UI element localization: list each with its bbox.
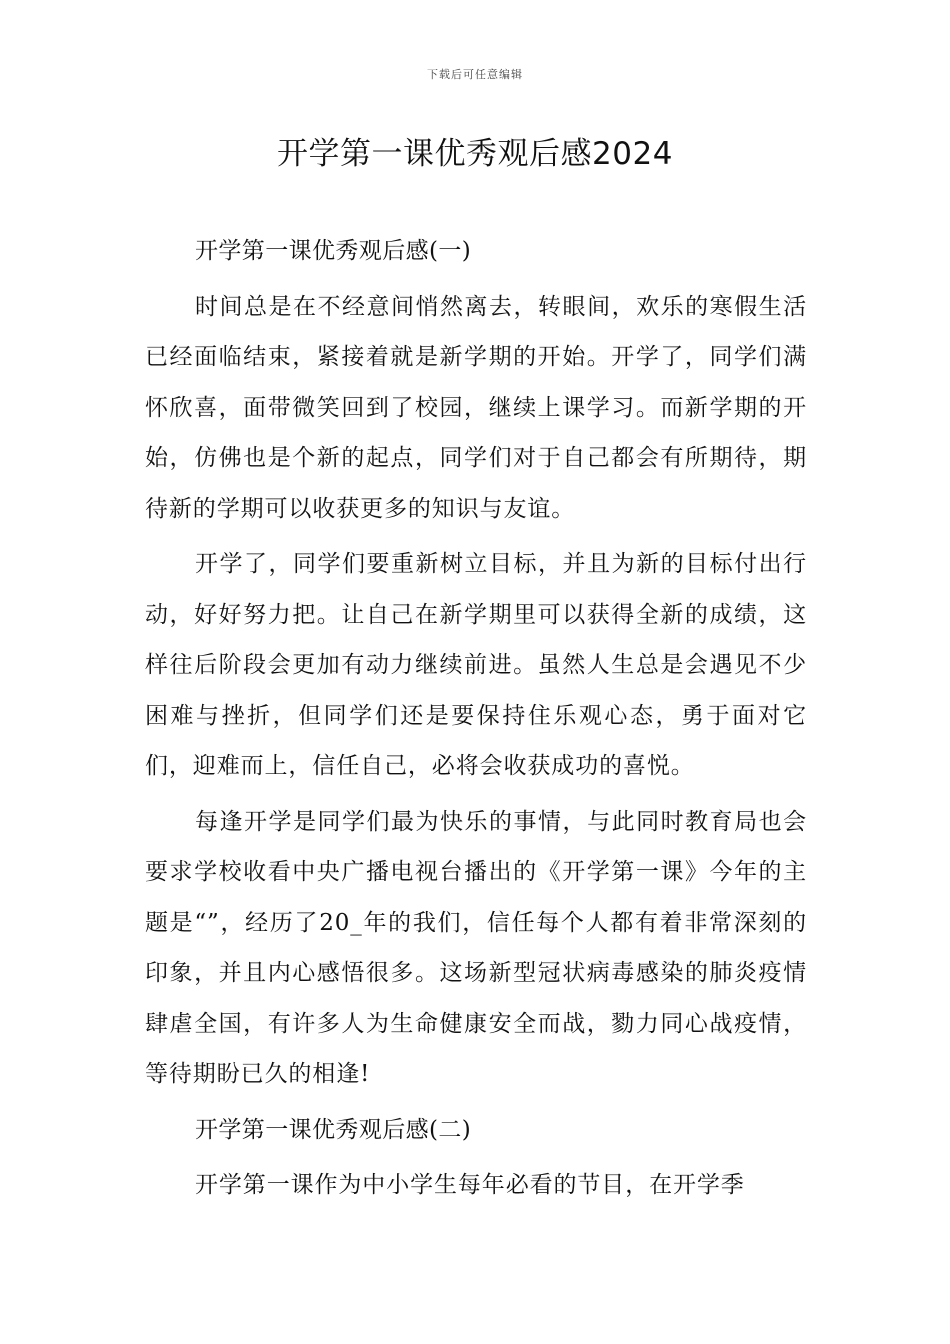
document-title: 开学第一课优秀观后感2024 (277, 136, 673, 172)
paragraph-2: 开学了，同学们要重新树立目标，并且为新的目标付出行动，好好努力把。让自己在新学期里可以获得全新的成绩，这样往后阶段会更加有动力继续前进。虽然人生总是会遇见不少困难与挫折，但同学们还是要保持住乐观心态，勇于面对它们，迎难而上，信任自己，必将会收获成功的喜悦。 (145, 551, 807, 779)
paragraph-1: 时间总是在不经意间悄然离去，转眼间，欢乐的寒假生活已经面临结束，紧接着就是新学期的开始。开学了，同学们满怀欣喜，面带微笑回到了校园，继续上课学习。而新学期的开始，仿佛也是个新的起点，同学们对于自己都会有所期待，期待新的学期可以收获更多的知识与友谊。 (145, 293, 807, 522)
header-note: 下载后可任意编辑 (427, 68, 523, 81)
section-heading-1: 开学第一课优秀观后感(一) (195, 238, 472, 264)
section-heading-2: 开学第一课优秀观后感(二) (195, 1116, 472, 1143)
paragraph-3: 每逢开学是同学们最为快乐的事情，与此同时教育局也会要求学校收看中央广播电视台播出的《开学第一课》今年的主题是“”，经历了20_年的我们，信任每个人都有着非常深刻的印象，并且内心感悟很多。这场新型冠状病毒感染的肺炎疫情肆虐全国，有许多人为生命健康安全而战，勠力同心战疫情，等待期盼已久的相逢! (145, 808, 807, 1087)
paragraph-4: 开学第一课作为中小学生每年必看的节目，在开学季 (195, 1172, 745, 1198)
document-body (145, 226, 807, 1216)
